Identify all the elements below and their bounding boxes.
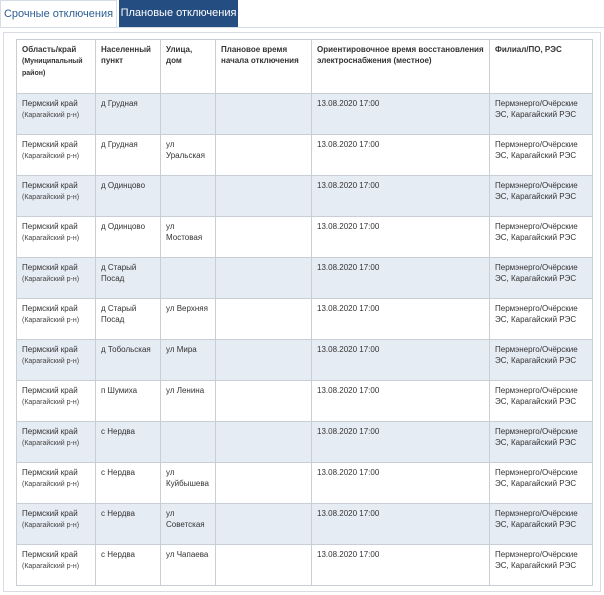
cell-locality: с Нердва: [96, 422, 161, 463]
header-region-label: Область/край: [22, 45, 77, 54]
cell-district: (Карагайский р-н): [22, 563, 80, 570]
cell-region-label: Пермский край: [22, 263, 78, 272]
cell-street: ул Уральская: [161, 135, 216, 176]
cell-region: [17, 94, 96, 135]
cell-branch: Пермэнерго/Очёрские ЭС, Карагайский РЭС: [490, 217, 593, 258]
cell-district: (Карагайский р-н): [22, 194, 80, 201]
cell-branch: Пермэнерго/Очёрские ЭС, Карагайский РЭС: [490, 94, 593, 135]
cell-district: (Карагайский р-н): [22, 440, 80, 447]
cell-street: [161, 176, 216, 217]
cell-planned-start: [216, 463, 312, 504]
cell-region: [17, 340, 96, 381]
cell-locality: д Старый Посад: [96, 299, 161, 340]
table-header-row: [17, 40, 593, 94]
cell-locality: д Тобольская: [96, 340, 161, 381]
cell-locality: д Грудная: [96, 94, 161, 135]
cell-district: (Карагайский р-н): [22, 112, 80, 119]
outages-panel: [3, 32, 601, 592]
cell-planned-start: [216, 545, 312, 586]
cell-branch: Пермэнерго/Очёрские ЭС, Карагайский РЭС: [490, 381, 593, 422]
header-region: [17, 40, 96, 94]
table-row: [17, 299, 593, 340]
cell-street: ул Чапаева: [161, 545, 216, 586]
cell-street: [161, 258, 216, 299]
cell-branch: Пермэнерго/Очёрские ЭС, Карагайский РЭС: [490, 258, 593, 299]
cell-restore-time: 13.08.2020 17:00: [312, 340, 490, 381]
cell-district: (Карагайский р-н): [22, 276, 80, 283]
cell-planned-start: [216, 381, 312, 422]
cell-branch: Пермэнерго/Очёрские ЭС, Карагайский РЭС: [490, 299, 593, 340]
cell-restore-time: 13.08.2020 17:00: [312, 299, 490, 340]
cell-branch: Пермэнерго/Очёрские ЭС, Карагайский РЭС: [490, 463, 593, 504]
cell-region-label: Пермский край: [22, 222, 78, 231]
cell-restore-time: 13.08.2020 17:00: [312, 135, 490, 176]
cell-district: (Карагайский р-н): [22, 358, 80, 365]
cell-region-label: Пермский край: [22, 181, 78, 190]
cell-locality: д Одинцово: [96, 217, 161, 258]
cell-planned-start: [216, 135, 312, 176]
cell-region: [17, 135, 96, 176]
cell-planned-start: [216, 422, 312, 463]
table-row: [17, 381, 593, 422]
cell-branch: Пермэнерго/Очёрские ЭС, Карагайский РЭС: [490, 545, 593, 586]
cell-region: [17, 545, 96, 586]
table-row: [17, 463, 593, 504]
cell-district: (Карагайский р-н): [22, 399, 80, 406]
cell-region-label: Пермский край: [22, 427, 78, 436]
cell-restore-time: 13.08.2020 17:00: [312, 217, 490, 258]
cell-region: [17, 217, 96, 258]
cell-street: ул Куйбышева: [161, 463, 216, 504]
cell-street: ул Ленина: [161, 381, 216, 422]
cell-planned-start: [216, 94, 312, 135]
tab-bar: [0, 0, 604, 28]
tab-planned-outages[interactable]: Плановые отключения: [119, 0, 238, 27]
table-row: [17, 545, 593, 586]
cell-restore-time: 13.08.2020 17:00: [312, 504, 490, 545]
cell-planned-start: [216, 217, 312, 258]
header-street: Улица, дом: [161, 40, 216, 94]
cell-locality: д Грудная: [96, 135, 161, 176]
cell-region-label: Пермский край: [22, 345, 78, 354]
table-row: [17, 135, 593, 176]
cell-region-label: Пермский край: [22, 468, 78, 477]
table-row: [17, 504, 593, 545]
header-branch: Филиал/ПО, РЭС: [490, 40, 593, 94]
cell-region: [17, 381, 96, 422]
header-region-sub: (Муниципальный район): [22, 58, 83, 77]
cell-locality: с Нердва: [96, 504, 161, 545]
cell-branch: Пермэнерго/Очёрские ЭС, Карагайский РЭС: [490, 176, 593, 217]
table-row: [17, 176, 593, 217]
cell-region-label: Пермский край: [22, 509, 78, 518]
cell-branch: Пермэнерго/Очёрские ЭС, Карагайский РЭС: [490, 135, 593, 176]
cell-region-label: Пермский край: [22, 550, 78, 559]
tab-urgent-outages[interactable]: Срочные отключения: [0, 0, 117, 27]
header-planned-start: Плановое время начала отключения: [216, 40, 312, 94]
cell-restore-time: 13.08.2020 17:00: [312, 176, 490, 217]
cell-locality: д Одинцово: [96, 176, 161, 217]
cell-district: (Карагайский р-н): [22, 317, 80, 324]
cell-street: ул Верхняя: [161, 299, 216, 340]
cell-region-label: Пермский край: [22, 304, 78, 313]
cell-restore-time: 13.08.2020 17:00: [312, 94, 490, 135]
cell-region: [17, 176, 96, 217]
table-row: [17, 217, 593, 258]
cell-street: ул Советская: [161, 504, 216, 545]
cell-branch: Пермэнерго/Очёрские ЭС, Карагайский РЭС: [490, 422, 593, 463]
cell-restore-time: 13.08.2020 17:00: [312, 422, 490, 463]
cell-locality: д Старый Посад: [96, 258, 161, 299]
cell-district: (Карагайский р-н): [22, 481, 80, 488]
cell-planned-start: [216, 258, 312, 299]
cell-district: (Карагайский р-н): [22, 153, 80, 160]
cell-region: [17, 299, 96, 340]
table-row: [17, 422, 593, 463]
header-locality: Населенный пункт: [96, 40, 161, 94]
cell-restore-time: 13.08.2020 17:00: [312, 258, 490, 299]
cell-locality: с Нердва: [96, 545, 161, 586]
header-restore-time: Ориентировочное время восстановления электроснабжения (местное): [312, 40, 490, 94]
cell-planned-start: [216, 340, 312, 381]
cell-district: (Карагайский р-н): [22, 522, 80, 529]
cell-region: [17, 258, 96, 299]
cell-region-label: Пермский край: [22, 99, 78, 108]
cell-region: [17, 463, 96, 504]
cell-planned-start: [216, 176, 312, 217]
cell-region-label: Пермский край: [22, 140, 78, 149]
cell-branch: Пермэнерго/Очёрские ЭС, Карагайский РЭС: [490, 340, 593, 381]
table-row: [17, 258, 593, 299]
cell-region: [17, 422, 96, 463]
cell-street: [161, 94, 216, 135]
table-row: [17, 340, 593, 381]
cell-region-label: Пермский край: [22, 386, 78, 395]
cell-district: (Карагайский р-н): [22, 235, 80, 242]
cell-restore-time: 13.08.2020 17:00: [312, 381, 490, 422]
cell-planned-start: [216, 299, 312, 340]
cell-restore-time: 13.08.2020 17:00: [312, 463, 490, 504]
cell-planned-start: [216, 504, 312, 545]
cell-region: [17, 504, 96, 545]
cell-locality: п Шумиха: [96, 381, 161, 422]
cell-locality: с Нердва: [96, 463, 161, 504]
outages-table: [16, 39, 593, 586]
cell-street: ул Мира: [161, 340, 216, 381]
cell-restore-time: 13.08.2020 17:00: [312, 545, 490, 586]
cell-street: [161, 422, 216, 463]
cell-street: ул Мостовая: [161, 217, 216, 258]
cell-branch: Пермэнерго/Очёрские ЭС, Карагайский РЭС: [490, 504, 593, 545]
table-row: [17, 94, 593, 135]
